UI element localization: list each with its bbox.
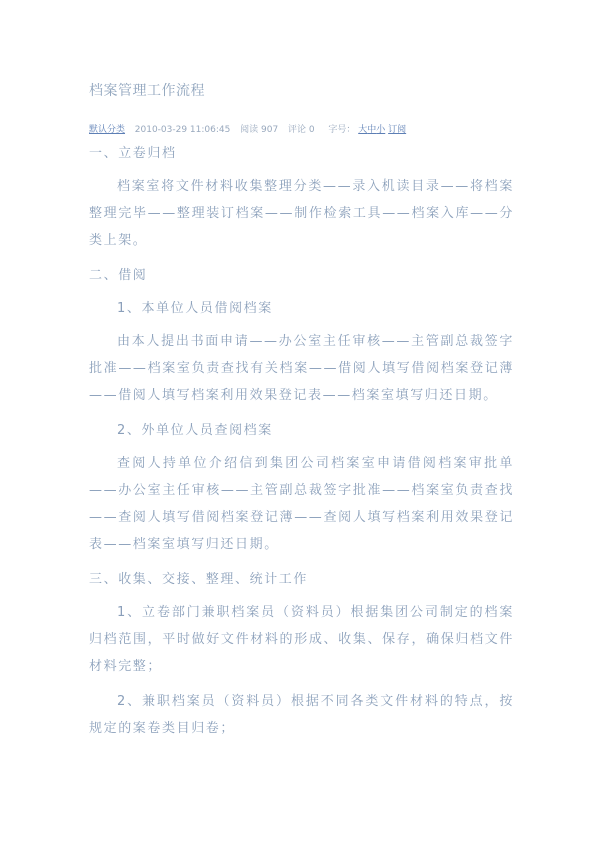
reads-count: 907 — [261, 125, 279, 135]
section-paragraph: 查阅人持单位介绍信到集团公司档案室申请借阅档案审批单——办公室主任审核——主管副总裁签字批准——档案室负责查找——查阅人填写借阅档案登记薄——查阅人填写档案利用效果登记表——档案室填写归还日期。 — [89, 456, 514, 552]
reads-label: 阅读 — [240, 125, 259, 135]
comments-label: 评论 — [287, 125, 306, 135]
post-meta — [89, 122, 406, 135]
section-paragraph: 1、立卷部门兼职档案员（资料员）根据集团公司制定的档案归档范围，平时做好文件材料的形成、收集、保存，确保归档文件材料完整； — [89, 605, 514, 674]
article-body — [89, 140, 514, 746]
section-paragraph: 档案室将文件材料收集整理分类——录入机读目录——将档案整理完毕——整理装订档案——制作检索工具——档案入库——分类上架。 — [89, 179, 514, 248]
font-size-label: 字号： — [328, 125, 356, 135]
subsection-heading: 1、本单位人员借阅档案 — [117, 301, 273, 316]
section-heading: 一、立卷归档 — [89, 146, 177, 161]
font-size-large-link[interactable]: 大 — [358, 125, 368, 135]
comments-count: 0 — [308, 125, 315, 135]
section-heading: 二、借阅 — [89, 268, 148, 283]
subscribe-link[interactable]: 订阅 — [388, 125, 407, 135]
page-title: 档案管理工作流程 — [89, 83, 205, 99]
font-size-medium-link[interactable]: 中 — [367, 125, 377, 135]
subsection-heading: 2、外单位人员查阅档案 — [117, 423, 273, 438]
post-datetime: 2010-03-29 11:06:45 — [134, 125, 231, 135]
font-size-small-link[interactable]: 小 — [376, 125, 386, 135]
category-link[interactable]: 默认分类 — [89, 125, 126, 135]
section-paragraph: 由本人提出书面申请——办公室主任审核——主管副总裁签字批准——档案室负责查找有关档案——借阅人填写借阅档案登记薄——借阅人填写档案利用效果登记表——档案室填写归还日期。 — [89, 334, 514, 403]
section-paragraph: 2、兼职档案员（资料员）根据不同各类文件材料的特点，按规定的案卷类目归卷； — [89, 694, 514, 736]
section-heading: 三、收集、交接、整理、统计工作 — [89, 572, 309, 587]
